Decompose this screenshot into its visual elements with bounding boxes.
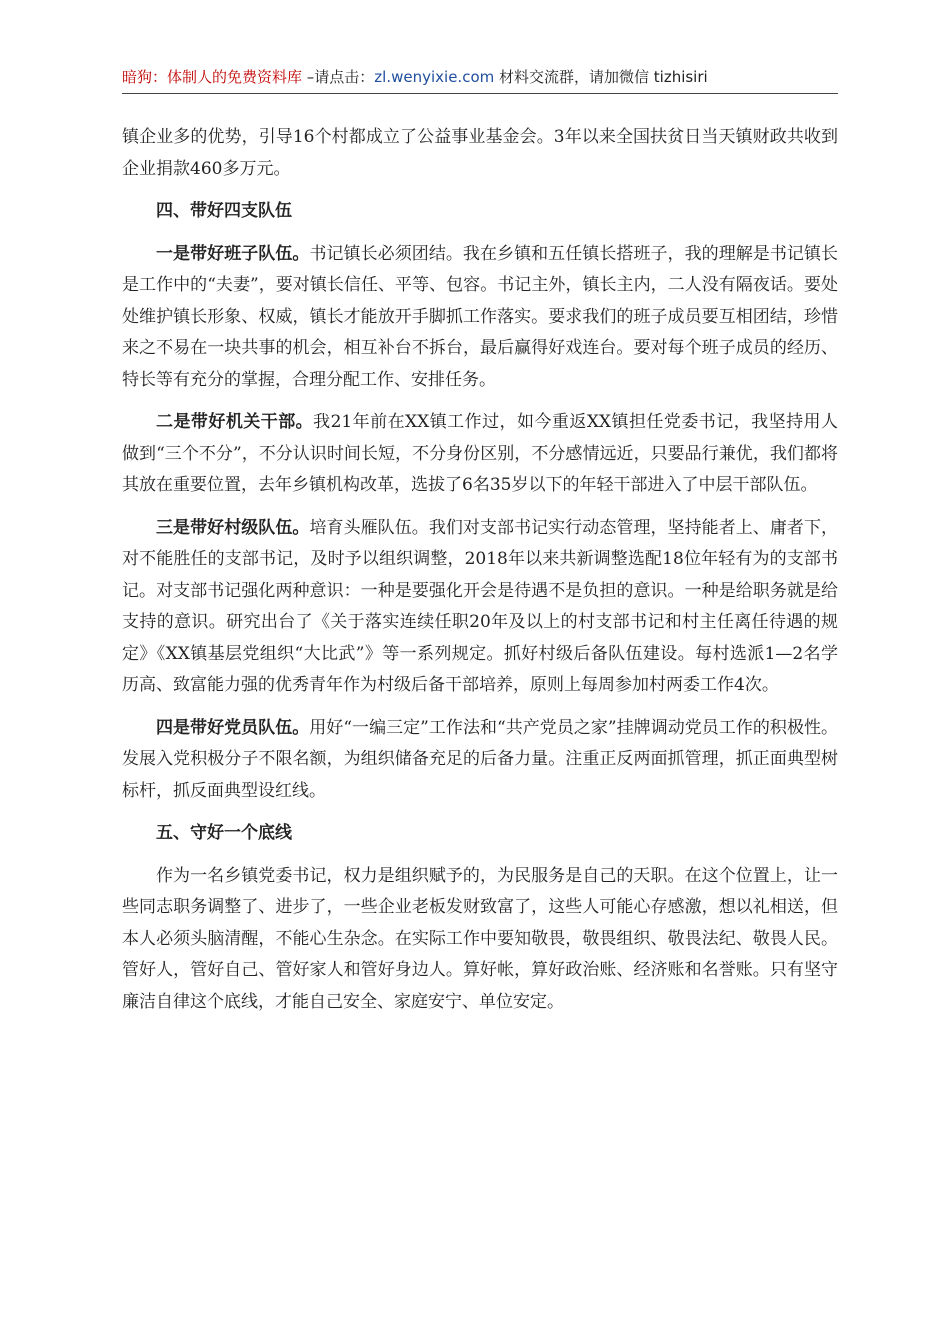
section-heading-5: 五、守好一个底线 bbox=[156, 823, 292, 843]
paragraph-lead: 二是带好机关干部。 bbox=[156, 412, 314, 432]
paragraph-continuation: 镇企业多的优势，引导16个村都成立了公益事业基金会。3年以来全国扶贫日当天镇财政共收到企业捐款460多万元。 bbox=[122, 127, 838, 179]
header-divider bbox=[122, 93, 838, 94]
paragraph-office-cadres bbox=[122, 407, 838, 502]
document-body bbox=[122, 122, 838, 1029]
header-site-name: 暗狗：体制人的免费资料库 bbox=[122, 68, 303, 86]
section-heading-4: 四、带好四支队伍 bbox=[156, 201, 292, 221]
paragraph-lead: 三是带好村级队伍。 bbox=[156, 517, 310, 538]
paragraph-bottom-line: 作为一名乡镇党委书记，权力是组织赋予的，为民服务是自己的天职。在这个位置上，让一些同志职务调整了、进步了，一些企业老板发财致富了，这些人可能心存感激，想以礼相送，但本人必须头脑清醒，不能心生杂念。在实际工作中要知敬畏，敬畏组织、敬畏法纪、敬畏人民。管好人，管好自己、管好家人和管好身边人。算好帐，算好政治账、经济账和名誉账。只有坚守廉洁自律这个底线，才能自己安全、家庭安宁、单位安定。 bbox=[122, 865, 838, 1012]
paragraph-text: 用好“一编三定”工作法和“共产党员之家”挂牌调动党员工作的积极性。发展入党积极分子不限名额，为组织储备充足的后备力量。注重正反两面抓管理，抓正面典型树标杆，抓反面典型设红线。 bbox=[122, 717, 839, 801]
paragraph-lead: 一是带好班子队伍。 bbox=[156, 243, 310, 264]
page-header bbox=[122, 66, 838, 88]
paragraph-lead: 四是带好党员队伍。 bbox=[156, 717, 310, 738]
paragraph-team-leaders bbox=[122, 239, 838, 397]
paragraph-text: 培育头雁队伍。我们对支部书记实行动态管理，坚持能者上、庸者下，对不能胜任的支部书记，及时予以组织调整，2018年以来共新调整选配18位年轻有为的支部书记。对支部书记强化两种意识：一种是要强化开会是待遇不是负担的意识。一种是给职务就是给支持的意识。研究出台了《关于落实连续任职20年及以上的村支部书记和村主任离任待遇的规定》《XX镇基层党组织“大比武”》等一系列规定。抓好村级后备队伍建设。每村选派1—2名学历高、致富能力强的优秀青年作为村级后备干部培养，原则上每周参加村两委工作4次。 bbox=[122, 517, 839, 695]
paragraph-text: 我21年前在XX镇工作过，如今重返XX镇担任党委书记，我坚持用人做到“三个不分”，不分认识时间长短，不分身份区别，不分感情远近，只要品行兼优，我们都将其放在重要位置，去年乡镇机构改革，选拔了6名35岁以下的年轻干部进入了中层干部队伍。 bbox=[122, 412, 838, 495]
paragraph-party-members bbox=[122, 713, 838, 808]
header-link[interactable]: zl.wenyixie.com bbox=[374, 68, 495, 86]
header-wechat-note: 材料交流群，请加微信 tizhisiri bbox=[494, 68, 708, 86]
paragraph-village-teams bbox=[122, 513, 838, 702]
paragraph-text: 书记镇长必须团结。我在乡镇和五任镇长搭班子，我的理解是书记镇长是工作中的“夫妻”，要对镇长信任、平等、包容。书记主外，镇长主内，二人没有隔夜话。要处处维护镇长形象、权威，镇长才能放开手脚抓工作落实。要求我们的班子成员要互相团结，珍惜来之不易在一块共事的机会，相互补台不拆台，最后赢得好戏连台。要对每个班子成员的经历、特长等有充分的掌握，合理分配工作、安排任务。 bbox=[122, 243, 839, 390]
header-click-prompt: –请点击： bbox=[302, 68, 375, 86]
